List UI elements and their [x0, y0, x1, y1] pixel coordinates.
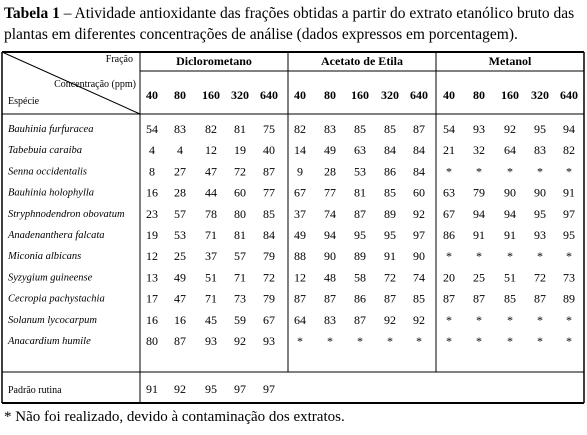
table-cell: 47 [205, 164, 217, 179]
concentration-header: 40 [443, 88, 455, 102]
table-cell: 72 [534, 270, 546, 285]
table-cell: 58 [354, 270, 366, 285]
table-cell: 88 [294, 249, 306, 264]
table-cell: 71 [205, 291, 217, 306]
concentration-header: 160 [202, 88, 220, 102]
concentration-header: 640 [410, 88, 428, 102]
table-cell: 84 [413, 164, 425, 179]
table-cell: 97 [413, 228, 425, 242]
table-cell: 73 [563, 270, 575, 285]
table-cell: 79 [263, 249, 275, 264]
table-cell: 51 [205, 270, 217, 285]
table-cell: * [446, 164, 452, 179]
table-cell: * [476, 334, 482, 348]
table-cell: 79 [263, 291, 275, 306]
table-cell: 4 [149, 143, 155, 158]
species-name: Bauhinia furfuracea [8, 124, 94, 135]
table-cell: * [446, 334, 452, 348]
table-cell: 93 [473, 122, 485, 136]
standard-cell: 91 [146, 382, 158, 396]
standard-label: Padrão rutina [8, 385, 62, 396]
table-cell: * [566, 312, 572, 327]
header-especie: Espécie [8, 96, 40, 107]
table-cell: 94 [473, 206, 485, 221]
table-cell: 77 [324, 185, 336, 200]
table-cell: 63 [443, 185, 455, 200]
table-cell: 94 [504, 206, 516, 221]
table-cell: 86 [384, 164, 396, 179]
table-cell: 93 [263, 334, 275, 348]
table-cell: 23 [146, 206, 158, 221]
table-cell: 79 [473, 185, 485, 200]
concentration-header: 80 [324, 88, 336, 102]
concentration-header: 160 [351, 88, 369, 102]
table-cell: 95 [354, 228, 366, 242]
concentration-header: 80 [473, 88, 485, 102]
table-cell: 84 [263, 228, 275, 242]
concentration-header: 640 [260, 88, 278, 102]
table-cell: 51 [504, 270, 516, 285]
table-cell: 80 [234, 206, 246, 221]
group-header: Metanol [488, 54, 532, 68]
group-header: Acetato de Etila [321, 54, 403, 68]
table-cell: 89 [384, 206, 396, 221]
table-cell: 85 [384, 185, 396, 200]
species-name: Tabebuia caraiba [8, 145, 82, 157]
table-cell: 48 [324, 270, 336, 285]
table-cell: * [476, 312, 482, 327]
table-cell: 85 [413, 291, 425, 306]
table-cell: 91 [563, 185, 575, 200]
table-cell: 81 [234, 228, 246, 242]
table-cell: 49 [324, 143, 336, 158]
table-cell: * [537, 249, 543, 264]
table-cell: * [537, 312, 543, 327]
table-cell: 86 [354, 291, 366, 306]
table-cell: 83 [324, 122, 336, 136]
table-cell: 37 [294, 206, 306, 221]
species-name: Anadenanthera falcata [8, 230, 105, 241]
species-name: Anacardium humile [8, 336, 91, 347]
table-cell: 19 [234, 143, 246, 158]
table-cell: 12 [146, 249, 158, 264]
table-cell: 89 [563, 291, 575, 306]
table-cell: 90 [324, 249, 336, 264]
standard-cell: 92 [174, 382, 186, 396]
table-footnote: * Não foi realizado, devido à contaminação dos extratos. [4, 409, 345, 425]
table-cell: 87 [263, 164, 275, 179]
concentration-header: 160 [501, 88, 519, 102]
table-cell: * [416, 334, 422, 348]
group-header: Diclorometano [176, 54, 252, 68]
caption-label: Tabela 1 [4, 5, 60, 22]
table-cell: * [507, 164, 513, 179]
table-cell: 47 [174, 291, 186, 306]
table-cell: 57 [174, 206, 186, 221]
table-cell: 92 [413, 206, 425, 221]
table-cell: 53 [174, 228, 186, 242]
table-cell: 92 [413, 312, 425, 327]
table-cell: 92 [234, 334, 246, 348]
table-cell: * [476, 164, 482, 179]
species-name: Solanum lycocarpum [8, 314, 97, 326]
table-cell: 95 [384, 228, 396, 242]
species-name: Miconia albicans [8, 251, 82, 263]
table-cell: 92 [384, 312, 396, 327]
table-cell: 28 [174, 185, 186, 200]
table-cell: 9 [297, 164, 303, 179]
table-cell: * [566, 249, 572, 264]
table-cell: 89 [354, 249, 366, 264]
table-cell: 57 [234, 249, 246, 264]
table-cell: 87 [413, 122, 425, 136]
species-name: Cecropia pachystachia [8, 293, 105, 305]
table-cell: 87 [174, 334, 186, 348]
table-cell: * [446, 312, 452, 327]
table-cell: 67 [443, 206, 455, 221]
concentration-header: 320 [381, 88, 399, 102]
table-cell: 14 [294, 143, 306, 158]
table-cell: 17 [146, 291, 158, 306]
table-cell: 72 [263, 270, 275, 285]
table-rules [2, 52, 584, 403]
table-cell: 64 [504, 143, 516, 158]
table-cell: 16 [146, 185, 158, 200]
table-cell: 87 [354, 206, 366, 221]
table-cell: 92 [504, 122, 516, 136]
standard-cell: 97 [234, 382, 246, 396]
table-cell: 28 [324, 164, 336, 179]
table-cell: 85 [384, 122, 396, 136]
table-cell: 19 [146, 228, 158, 242]
table-cell: * [387, 334, 393, 348]
standard-cell: 95 [205, 382, 217, 396]
table-cell: 82 [294, 122, 306, 136]
table-cell: 90 [413, 249, 425, 264]
table-cell: 16 [174, 312, 186, 327]
table-cell: 85 [504, 291, 516, 306]
table-cell: * [566, 164, 572, 179]
table-cell: 20 [443, 270, 455, 285]
table-cell: 54 [146, 122, 158, 136]
table-cell: 27 [174, 164, 186, 179]
table-cell: 71 [205, 228, 217, 242]
species-name: Bauhinia holophylla [8, 187, 95, 199]
header-fracao: Fração [105, 54, 133, 65]
table-cell: 32 [473, 143, 485, 158]
table-cell: 85 [354, 122, 366, 136]
concentration-header: 640 [560, 88, 578, 102]
table-cell: 87 [294, 291, 306, 306]
header-concentracao: Concentração (ppm) [54, 79, 136, 90]
table-cell: 93 [205, 334, 217, 348]
table-cell: 67 [294, 185, 306, 200]
concentration-header: 40 [294, 88, 306, 102]
standard-cell: 97 [263, 382, 275, 396]
table-cell: 87 [473, 291, 485, 306]
table-cell: * [357, 334, 363, 348]
table-cell: * [537, 334, 543, 348]
table-cell: 80 [146, 334, 158, 348]
table-cell: 74 [413, 270, 425, 285]
table-cell: 91 [473, 228, 485, 242]
table-cell: 49 [174, 270, 186, 285]
table-cell: 91 [384, 249, 396, 264]
table-cell: * [507, 312, 513, 327]
table-cell: * [327, 334, 333, 348]
table-cell: 53 [354, 164, 366, 179]
table-cell: 82 [205, 122, 217, 136]
table-cell: 94 [324, 228, 336, 242]
table-cell: 71 [234, 270, 246, 285]
table-cell: 45 [205, 312, 217, 327]
species-name: Senna occidentalis [8, 166, 88, 178]
table-cell: 87 [324, 291, 336, 306]
table-cell: * [566, 334, 572, 348]
table-cell: 84 [384, 143, 396, 158]
concentration-header: 320 [231, 88, 249, 102]
table-cell: 64 [294, 312, 306, 327]
table-cell: * [446, 249, 452, 264]
table-cell: 78 [205, 206, 217, 221]
table-cell: 93 [534, 228, 546, 242]
table-cell: 81 [234, 122, 246, 136]
table-cell: 95 [534, 206, 546, 221]
table-cell: 25 [473, 270, 485, 285]
table-cell: 95 [563, 228, 575, 242]
table-cell: 86 [443, 228, 455, 242]
table-cell: 73 [234, 291, 246, 306]
table-cell: 13 [146, 270, 158, 285]
table-cell: 16 [146, 312, 158, 327]
table-cell: 44 [205, 185, 217, 200]
table-cell: 90 [534, 185, 546, 200]
table-cell: 74 [324, 206, 336, 221]
table-cell: 83 [174, 122, 186, 136]
table-cell: 83 [324, 312, 336, 327]
table-cell: * [476, 249, 482, 264]
table-cell: 4 [177, 143, 183, 158]
table-cell: 87 [384, 291, 396, 306]
table-cell: 90 [504, 185, 516, 200]
table-header [8, 54, 578, 107]
table-cell: 77 [263, 185, 275, 200]
table-cell: 87 [443, 291, 455, 306]
table-cell: 40 [263, 143, 275, 158]
table-cell: * [297, 334, 303, 348]
table-cell: * [507, 334, 513, 348]
table-cell: 60 [413, 185, 425, 200]
table-cell: 87 [534, 291, 546, 306]
table-cell: 72 [384, 270, 396, 285]
table-cell: * [507, 249, 513, 264]
table-cell: 91 [504, 228, 516, 242]
table-cell: 84 [413, 143, 425, 158]
table-cell: 67 [263, 312, 275, 327]
table-cell: 81 [354, 185, 366, 200]
table-cell: 21 [443, 143, 455, 158]
table-cell: 37 [205, 249, 217, 264]
concentration-header: 40 [146, 88, 158, 102]
table-cell: 49 [294, 228, 306, 242]
table-cell: 12 [205, 143, 217, 158]
table-cell: 8 [149, 164, 155, 179]
concentration-header: 80 [174, 88, 186, 102]
concentration-header: 320 [531, 88, 549, 102]
table-cell: 59 [234, 312, 246, 327]
table-cell: 83 [534, 143, 546, 158]
table-cell: 25 [174, 249, 186, 264]
table-cell: 72 [234, 164, 246, 179]
table-cell: 60 [234, 185, 246, 200]
table-body [7, 122, 575, 396]
table-cell: 97 [563, 206, 575, 221]
species-name: Stryphnodendron obovatum [8, 208, 125, 220]
table-cell: 12 [294, 270, 306, 285]
table-cell: 82 [563, 143, 575, 158]
species-name: Syzygium guineense [8, 272, 93, 284]
table-cell: 54 [443, 122, 455, 136]
table-cell: 75 [263, 122, 275, 136]
table-cell: * [537, 164, 543, 179]
table-cell: 63 [354, 143, 366, 158]
table-cell: 85 [263, 206, 275, 221]
table-cell: 94 [563, 122, 575, 136]
table-cell: 87 [354, 312, 366, 327]
table-cell: 95 [534, 122, 546, 136]
caption-text: – Atividade antioxidante das frações obtidas a partir do extrato etanólico bruto das plantas em diferentes concentrações de análise (dados expressos em porcentagem). [4, 5, 575, 43]
